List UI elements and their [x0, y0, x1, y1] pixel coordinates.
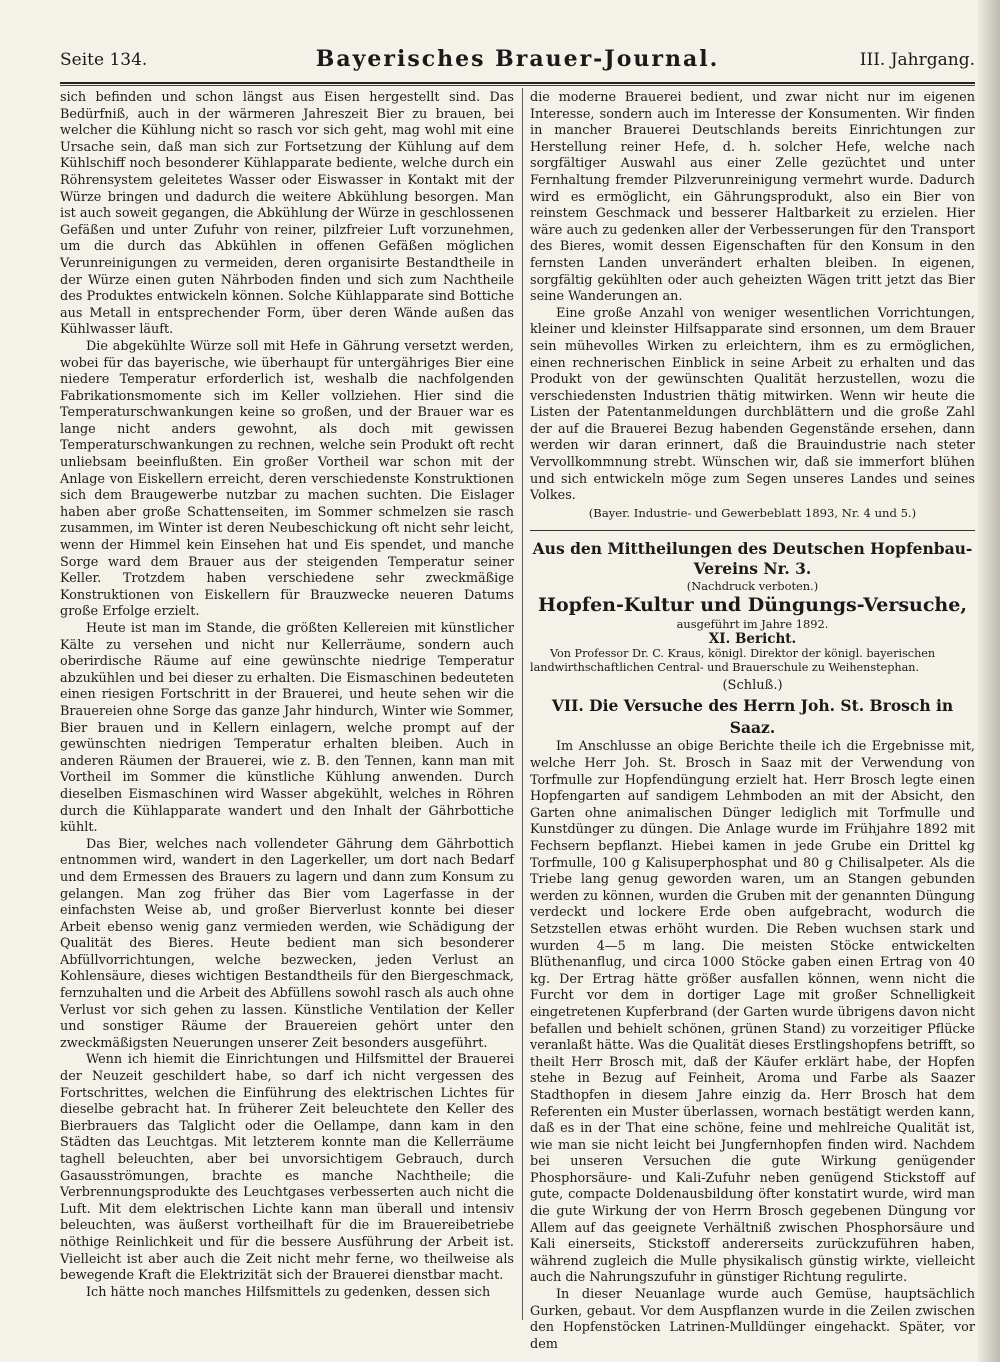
article-title: Hopfen-Kultur und Düngungs-Versuche,: [538, 594, 967, 617]
paragraph: die moderne Brauerei bedient, und zwar nicht nur im eigenen Interesse, sondern auch im Interesse der Konsumenten. Wir finden in mancher Brauerei Deutschlands bereits Einrichtungen zur Herstellung reiner Hefe, d. h. solcher Hefe, welche nach sorgfältiger Auswahl aus einer Zelle gezüchtet und unter Fernhaltung fremder Pilzverunreinigung vermehrt wurde. Dadurch wird es ermöglicht, ein Gährungsprodukt, also ein Bier von reinstem Geschmack und besserer Haltbarkeit zu erzielen. Hier wäre auch zu gedenken aller der Verbesserungen für den Transport des Bieres, womit dessen Eigenschaften für den Konsum in den fernsten Landen unverändert erhalten bleiben. In eigenen, sorgfältig gekühlten oder auch geheizten Wägen tritt jetzt das Bier seine Wanderungen an.: [530, 90, 975, 305]
paragraph: Die abgekühlte Würze soll mit Hefe in Gährung versetzt werden, wobei für das bayerische, wie überhaupt für untergähriges Bier eine niedere Temperatur erforderlich ist, weshalb die nachfolgenden Fabrikationsmomente sich im Keller vollziehen. Hier sind die Temperaturschwankungen keine so großen, und der Brauer war es lange nicht anders gewohnt, als doch mit gewissen Temperaturschwankungen zu rechnen, welche sein Produkt oft recht unliebsam beeinflußten. Ein großer Vortheil war schon mit der Anlage von Eiskellern erreicht, deren verschiedenste Konstruktionen sich dem Braugewerbe nutzbar zu machen suchten. Die Eislager haben aber große Schattenseiten, im Sommer schmelzen sie rasch zusammen, im Winter ist deren Neubeschickung oft nicht sehr leicht, wenn der Himmel kein Einsehen hat und Eis spendet, und manche Sorge ward dem Brauer aus der steigenden Temperatur seiner Keller. Trotzdem haben verschiedene sehr zweckmäßige Konstruktionen von Eiskellern für Brauzwecke neueren Datums große Erfolge erzielt.: [60, 338, 514, 620]
author-line: Von Professor Dr. C. Kraus, königl. Direktor der königl. bayerischen landwirthschaftlichen Central- und Brauerschule zu Weihenstephan.: [530, 647, 936, 675]
report-number: XI. Bericht.: [708, 631, 797, 648]
section-separator: [530, 530, 975, 531]
paragraph: Im Anschlusse an obige Berichte theile ich die Ergebnisse mit, welche Herr Joh. St. Brosch in Saaz mit der Verwendung von Torfmulle zur Hopfendüngung erzielt hat. Herr Brosch legte einen Hopfengarten auf sandigem Lehmboden an mit der Absicht, den Garten ohne animalischen Dünger lediglich mit Torfmulle und Kunstdünger zu düngen. Die Anlage wurde im Frühjahre 1892 mit Fechsern bepflanzt. Hiebei kamen in jede Grube ein Drittel kg Torfmulle, 100 g Kalisuperphosphat und 80 g Chilisalpeter. Als die Triebe lang genug geworden waren, um an Stangen gebunden werden zu können, wurden die Gruben mit der genannten Düngung verdeckt und lockere Erde oben aufgebracht, wodurch die Setzstellen etwas erhöht wurden. Die Reben wuchsen stark und wurden 4—5 m lang. Die meisten Stöcke entwickelten Blüthenanflug, und circa 1000 Stöcke gaben einen Ertrag von 40 kg. Der Ertrag hätte größer ausfallen können, wenn nicht die Furcht vor dem in dortiger Lage mit großer Schnelligkeit eingetretenen Kupferbrand (der Garten wurde übrigens davon nicht befallen und behielt schönen, grünen Stand) zu vorzeitiger Pflücke veranlaßt hätte. Was die Qualität dieses Erstlingshopfens betrifft, so theilt Herr Brosch mit, daß der Käufer erklärt habe, der Hopfen stehe in Bezug auf Feinheit, Aroma und Farbe als Saazer Stadthopfen in diesem Jahre einzig da. Herr Brosch hat dem Referenten ein Muster überlassen, wornach bestätigt werden kann, daß es in der That eine schöne, feine und mehlreiche Qualität ist, wie man sie nicht leicht bei Jungfernhopfen finden wird. Nachdem bei unseren Versuchen die gute Wirkung genügender Phosphorsäure- und Kali-Zufuhr neben genügend Stickstoff auf gute, compacte Doldenausbildung öfter konstatirt wurde, wird man die gute Wirkung der von Herrn Brosch gegebenen Düngung vor Allem auf das geeignete Verhältniß zwischen Phosphorsäure und Kali einerseits, Stickstoff andererseits zurückzuführen haben, während zugleich die Mulle physikalisch günstig wirkte, vielleicht auch die Nahrungszufuhr in günstiger Richtung regulirte.: [530, 739, 975, 1286]
reprint-note: (Nachdruck verboten.): [686, 579, 819, 594]
source-citation: (Bayer. Industrie- und Gewerbeblatt 1893, Nr. 4 und 5.): [588, 505, 917, 520]
paragraph: sich befinden und schon längst aus Eisen hergestellt sind. Das Bedürfniß, auch in der wärmeren Jahreszeit Bier zu brauen, bei welcher die Kühlung nicht so rasch vor sich geht, mag wohl mit eine Ursache sein, daß man sich zur Fortsetzung der Kühlung auf dem Kühlschiff noch besonderer Kühlapparate bediente, welche durch ein Röhrensystem geleitetes Wasser oder Eiswasser in Kontakt mit der Würze bringen und dadurch die weitere Abkühlung besorgen. Man ist auch soweit gegangen, die Abkühlung der Würze in geschlossenen Gefäßen und unter Zufuhr von reiner, pilzfreier Luft vorzunehmen, um die durch das Abkühlen in offenen Gefäßen möglichen Verunreinigungen zu vermeiden, deren organisirte Bestandtheile in der Würze einen guten Nährboden finden und sich zum Nachtheile des Produktes entwickeln können. Solche Kühlapparate sind Bottiche aus Metall in entsprechender Form, über deren Wände außen das Kühlwasser läuft.: [60, 90, 514, 338]
paragraph: Heute ist man im Stande, die größten Kellereien mit künstlicher Kälte zu versehen und nicht nur Kellerräume, sondern auch oberirdische Räume auf eine gewünschte niedrige Temperatur abzukühlen und bei dieser zu erhalten. Die Eismaschinen bedeuteten einen riesigen Fortschritt in der Brauerei, und heute sehen wir die Brauereien ohne Sorge das ganze Jahr hindurch, Winter wie Sommer, Bier brauen und in Kellern einlagern, welche prompt auf der gewünschten niedrigen Temperatur erhalten bleiben. Auch in anderen Räumen der Brauerei, wie z. B. den Tennen, kann man mit Vortheil im Sommer die künstliche Kühlung anwenden. Durch dieselben Eismaschinen wird Wasser abgekühlt, welches in Röhren durch die Kühlapparate wandert und den Inhalt der Gährbottiche kühlt.: [60, 621, 514, 836]
conclusion-note: (Schluß.): [722, 678, 783, 694]
right-column: [530, 90, 975, 1353]
paragraph: Ich hätte noch manches Hilfsmittels zu gedenken, dessen sich: [86, 1284, 491, 1300]
article-subtitle: ausgeführt im Jahre 1892.: [676, 617, 829, 632]
page-edge-shadow: [978, 0, 1000, 1362]
page-number: Seite 134.: [60, 50, 148, 70]
header-rule-thin: [60, 85, 975, 86]
header-rule: [60, 82, 975, 84]
paragraph: Eine große Anzahl von weniger wesentlichen Vorrichtungen, kleiner und kleinster Hilfsapparate sind ersonnen, um dem Brauer sein mühevolles Wirken zu erleichtern, ihm es zu ermöglichen, einen rechnerischen Einblick in seine Arbeit zu erhalten und das Produkt von der gewünschten Qualität herzustellen, wozu die verschiedensten Industrien thätig mitwirken. Wenn wir heute die Listen der Patentanmeldungen durchblättern und die große Zahl der auf die Brauerei Bezug habenden Gegenstände ersehen, dann werden wir daran erinnert, daß die Brauindustrie nach steter Vervollkommnung strebt. Wünschen wir, daß sie immerfort blühen und sich entwickeln möge zum Segen unseres Landes und seines Volkes.: [530, 305, 975, 504]
left-column: [60, 90, 514, 1301]
paragraph: Das Bier, welches nach vollendeter Gährung dem Gährbottich entnommen wird, wandert in den Lagerkeller, um dort nach Bedarf und dem Ermessen des Brauers zu lagern und dann zum Konsum zu gelangen. Man zog früher das Bier vom Lagerfasse in der einfachsten Weise ab, und großer Bierverlust konnte bei dieser Arbeit ebenso wenig ganz vermieden werden, wie Schädigung der Qualität des Bieres. Heute bedient man sich besonderer Abfüllvorrichtungen, welche bezwecken, jeden Verlust an Kohlensäure, dieses wichtigen Bestandtheils für den Biergeschmack, fernzuhalten und die Arbeit des Abfüllens sowohl rasch als auch ohne Verlust vor sich gehen zu lassen. Künstliche Ventilation der Keller und sonstiger Räume der Brauereien gehört unter den zweckmäßigsten Neuerungen unserer Zeit besonders ausgeführt.: [60, 836, 514, 1051]
column-divider: [522, 88, 523, 1320]
section-title: Aus den Mittheilungen des Deutschen Hopfenbau-Vereins Nr. 3.: [532, 539, 973, 579]
volume-label: III. Jahrgang.: [859, 50, 975, 70]
journal-title: Bayerisches Brauer-Journal.: [315, 46, 720, 72]
subsection-title: VII. Die Versuche des Herrn Joh. St. Brosch in Saaz.: [551, 696, 954, 738]
page-header: [60, 46, 975, 80]
paragraph: Wenn ich hiemit die Einrichtungen und Hilfsmittel der Brauerei der Neuzeit geschildert habe, so darf ich nicht vergessen des Fortschrittes, welchen die Einführung des elektrischen Lichtes für dieselbe gebracht hat. In früherer Zeit beleuchtete den Keller des Bierbrauers das Talglicht oder die Oellampe, dann kam in den Städten das Leuchtgas. Mit letzterem konnte man die Kellerräume taghell beleuchten, aber bei unvorsichtigem Gebrauch, durch Gasausströmungen, brachte es manche Nachtheile; die Verbrennungsprodukte des Leuchtgases verbesserten auch nicht die Luft. Mit dem elektrischen Lichte kann man überall und intensiv beleuchten, was äußerst vortheilhaft für die im Brauereibetriebe nöthige Reinlichkeit und für die bessere Ausführung der Arbeit ist. Vielleicht ist aber auch die Zeit nicht mehr ferne, wo theilweise als bewegende Kraft die Elektrizität sich der Brauerei dienstbar macht.: [60, 1052, 514, 1284]
paragraph: In dieser Neuanlage wurde auch Gemüse, hauptsächlich Gurken, gebaut. Vor dem Auspflanzen wurde in die Zeilen zwischen den Hopfenstöcken Latrinen-Mulldünger eingehackt. Später, vor dem: [530, 1287, 975, 1352]
